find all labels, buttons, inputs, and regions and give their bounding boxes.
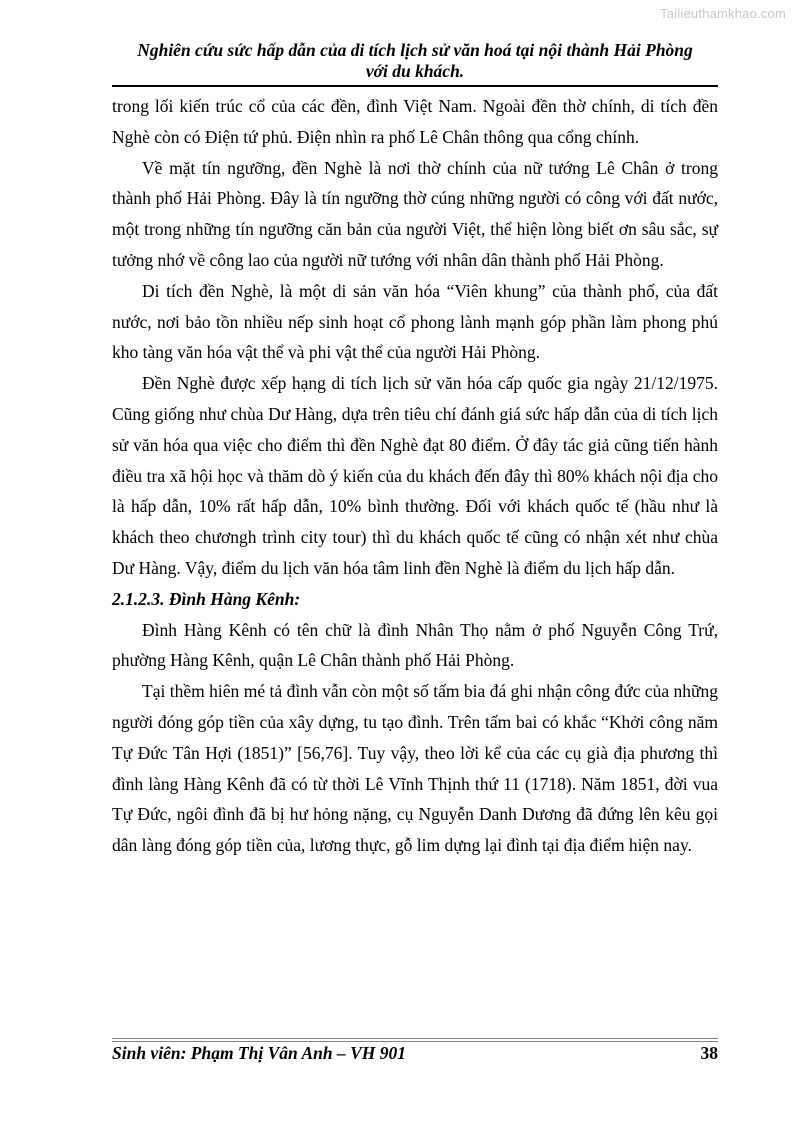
paragraph: Tại thềm hiên mé tả đình vẫn còn một số tấm bia đá ghi nhận công đức của những người đóng góp tiền của xây dựng, tu tạo đình. Trên tấm bai có khắc “Khởi công năm Tự Đức Tân Hợi (1851)” [56,76]. Tuy vậy, theo lời kể của các cụ già địa phương thì đình làng Hàng Kênh đã có từ thời Lê Vĩnh Thịnh thứ 11 (1718). Năm 1851, đời vua Tự Đức, ngôi đình đã bị hư hỏng nặng, cụ Nguyễn Danh Dương đã đứng lên kêu gọi dân làng đóng góp tiền của, lương thực, gỗ lim dựng lại đình tại địa điểm hiện nay. xyxy=(112,681,718,856)
page-header xyxy=(112,40,718,82)
page-number: 38 xyxy=(700,1043,718,1063)
header-title-line-1: Nghiên cứu sức hấp dẫn của di tích lịch sử văn hoá tại nội thành Hải Phòng xyxy=(137,40,693,60)
paragraph: Di tích đền Nghè, là một di sản văn hóa “Viên khung” của thành phố, của đất nước, nơi bảo tồn nhiều nếp sinh hoạt cổ phong lành mạnh góp phần làm phong phú kho tàng văn hóa vật thể và phi vật thể của người Hải Phòng. xyxy=(112,280,718,363)
section-heading: 2.1.2.3. Đình Hàng Kênh: xyxy=(112,588,301,609)
paragraph: Đền Nghè được xếp hạng di tích lịch sử văn hóa cấp quốc gia ngày 21/12/1975. Cũng giống như chùa Dư Hàng, dựa trên tiêu chí đánh giá sức hấp dẫn của di tích lịch sử văn hóa qua việc cho điểm thì đền Nghè đạt 80 điểm. Ở đây tác giả cũng tiến hành điều tra xã hội học và thăm dò ý kiến của du khách đến đây thì 80% khách nội địa cho là hấp dẫn, 10% rất hấp dẫn, 10% bình thường. Đối với khách quốc tế (hầu như là khách theo chươngh trình city tour) thì du khách quốc tế cũng có nhận xét như chùa Dư Hàng. Vậy, điểm du lịch văn hóa tâm linh đền Nghè là điểm du lịch hấp dẫn. xyxy=(112,373,718,578)
paragraph: Về mặt tín ngưỡng, đền Nghè là nơi thờ chính của nữ tướng Lê Chân ở trong thành phố Hải Phòng. Đây là tín ngưỡng thờ cúng những người có công với đất nước, một trong những tín ngưỡng căn bản của người Việt, thể hiện lòng biết ơn sâu sắc, sự tưởng nhớ về công lao của người nữ tướng với nhân dân thành phố Hải Phòng. xyxy=(112,157,718,270)
paragraph: Đình Hàng Kênh có tên chữ là đình Nhân Thọ nằm ở phố Nguyễn Công Trứ, phường Hàng Kênh, quận Lê Chân thành phố Hải Phòng. xyxy=(112,619,718,671)
paragraph: trong lối kiến trúc cổ của các đền, đình Việt Nam. Ngoài đền thờ chính, di tích đền Nghè còn có Điện tứ phủ. Điện nhìn ra phố Lê Chân thông qua cổng chính. xyxy=(112,96,718,147)
header-title-line-2: với du khách. xyxy=(365,61,465,81)
page-footer xyxy=(112,1042,718,1064)
watermark: Tailieuthamkhao.com xyxy=(660,6,786,21)
header-divider xyxy=(112,85,718,87)
document-body xyxy=(112,91,718,861)
footer-author: Sinh viên: Phạm Thị Vân Anh – VH 901 xyxy=(112,1043,407,1063)
